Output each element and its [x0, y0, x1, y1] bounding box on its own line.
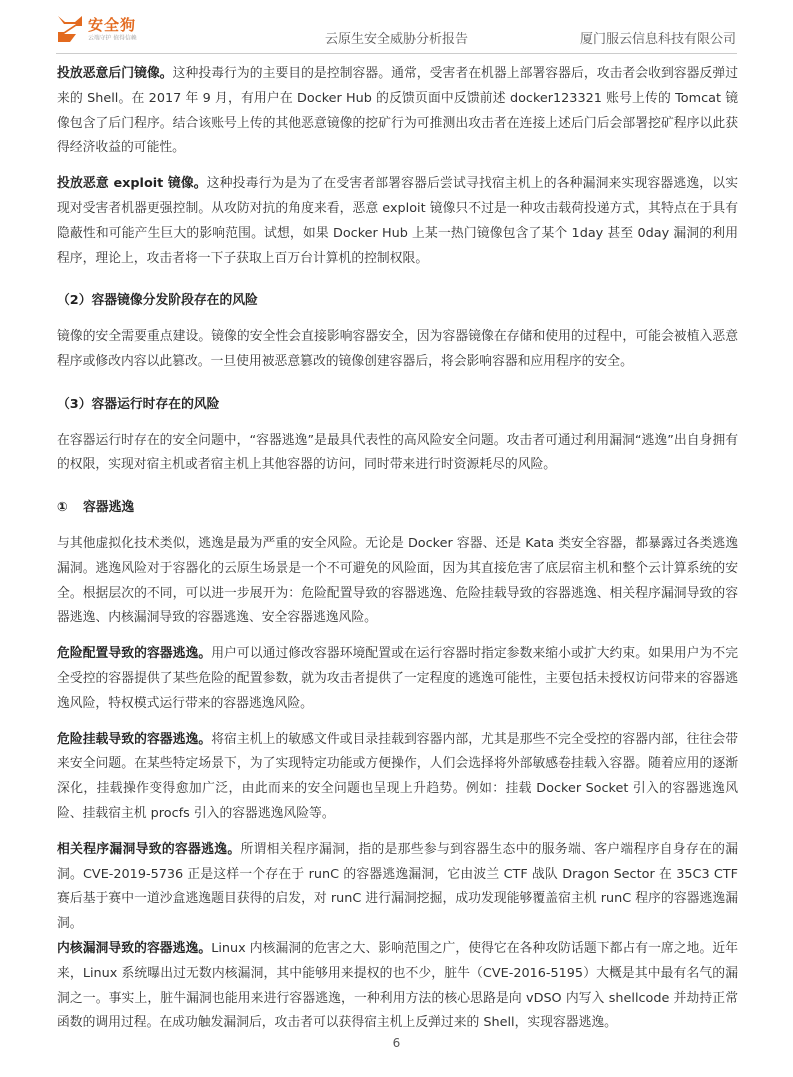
paragraph-text: 将宿主机上的敏感文件或目录挂载到容器内部，尤其是那些不完全受控的容器内部，往往会带来安全问题。在某些特定场景下，为了实现特定功能或方便操作，人们会选择将外部敏感卷挂载入容器。随着应用的逐渐深化，挂载操作变得愈加广泛，由此而来的安全问题也呈现上升趋势。例如：挂载 Docker Socket 引入的容器逃逸风险、挂载宿主机 procfs 引入的容器逃逸风险等。 — [57, 731, 739, 821]
header-divider — [56, 53, 737, 54]
subsection-heading-escape — [57, 496, 738, 521]
page-number: 6 — [392, 1036, 401, 1050]
logo-name: 安全狗 — [88, 15, 137, 34]
company-name: 厦门服云信息科技有限公司 — [579, 32, 736, 47]
paragraph-lead: 投放恶意后门镜像。 — [57, 66, 173, 81]
subsection-title: 容器逃逸 — [83, 500, 135, 516]
logo-slogan: 云端守护 值得信赖 — [88, 33, 137, 41]
page-header — [0, 0, 793, 62]
paragraph-text: 用户可以通过修改容器环境配置或在运行容器时指定参数来缩小或扩大约束。如果用户为不完全受控的容器提供了某些危险的配置参数，就为攻击者提供了一定程度的逃逸可能性，主要包括未授权访问带来的容器逃逸风险，特权模式运行带来的容器逃逸风险。 — [57, 646, 739, 711]
paragraph-text: 这种投毒行为的主要目的是控制容器。通常，受害者在机器上部署容器后，攻击者会收到容器反弹过来的 Shell。在 2017 年 9 月，有用户在 Docker Hub 的反馈页面中反馈前述 docker123321 账号上传的 Tomcat 镜像包含了后门程序。结合该账号上传的其他恶意镜像的挖矿行为可推测出攻击者在连接上述后门后会部署挖矿程序以此获得经济收益的可能性。 — [57, 66, 739, 156]
paragraph-runtime-risk: 在容器运行时存在的安全问题中，“容器逃逸”是最具代表性的高风险安全问题。攻击者可通过利用漏洞“逃逸”出自身拥有的权限，实现对宿主机或者宿主机上其他容器的访问，同时带来进行时资源耗尽的风险。 — [57, 432, 738, 473]
paragraph-lead: 危险配置导致的容器逃逸。 — [57, 646, 212, 662]
paragraph-lead: 内核漏洞导致的容器逃逸。 — [57, 940, 212, 956]
paragraph-lead: 危险挂载导致的容器逃逸。 — [57, 731, 212, 747]
document-body — [57, 62, 738, 1036]
paragraph-program-vuln — [57, 838, 738, 937]
company-logo — [56, 14, 142, 44]
paragraph-lead: 投放恶意 exploit 镜像。 — [57, 176, 207, 192]
section-heading-runtime: （3）容器运行时存在的风险 — [57, 396, 220, 412]
circled-number: ① — [57, 500, 68, 516]
paragraph-image-security: 镜像的安全需要重点建设。镜像的安全性会直接影响容器安全，因为容器镜像在存储和使用的过程中，可能会被植入恶意程序或修改内容以此篡改。一旦使用被恶意篡改的镜像创建容器后，将会影响容器和应用程序的安全。 — [57, 329, 738, 369]
paragraph-exploit-image — [57, 172, 738, 271]
paragraph-escape-intro: 与其他虚拟化技术类似，逃逸是最为严重的安全风险。无论是 Docker 容器、还是 Kata 类安全容器，都暴露过各类逃逸漏洞。逃逸风险对于容器化的云原生场景是一个不可避免的风险面，因为其直接危害了底层宿主机和整个云计算系统的安全。根据层次的不同，可以进一步展开为：危险配置导致的容器逃逸、危险挂载导致的容器逃逸、相关程序漏洞导致的容器逃逸、内核漏洞导致的容器逃逸、安全容器逃逸风险。 — [57, 535, 738, 626]
paragraph-text: 所谓相关程序漏洞，指的是那些参与到容器生态中的服务端、客户端程序自身存在的漏洞。CVE-2019-5736 正是这样一个存在于 runC 的容器逃逸漏洞，它由波兰 CTF 战队 Dragon Sector 在 35C3 CTF 赛后基于赛中一道沙盒逃逸题目获得的启发，对 runC 进行漏洞挖掘，成功发现能够覆盖宿主机 runC 程序的容器逃逸漏洞。 — [57, 841, 739, 932]
paragraph-dangerous-mount — [57, 728, 738, 827]
paragraph-text: 这种投毒行为是为了在受害者部署容器后尝试寻找宿主机上的各种漏洞来实现容器逃逸，以实现对受害者机器更强控制。从攻防对抗的角度来看，恶意 exploit 镜像只不过是一种攻击载荷投递方式，其特点在于具有隐蔽性和可能产生巨大的影响范围。试想，如果 Docker Hub 上某一热门镜像包含了某个 1day 甚至 0day 漏洞的利用程序，理论上，攻击者将一下子获取上百万台计算机的控制权限。 — [57, 176, 739, 266]
paragraph-lead: 相关程序漏洞导致的容器逃逸。 — [57, 841, 241, 857]
section-heading-distribution: （2）容器镜像分发阶段存在的风险 — [57, 293, 258, 309]
paragraph-kernel-vuln — [57, 937, 738, 1036]
report-title: 云原生安全威胁分析报告 — [325, 32, 469, 47]
logo-fox-icon — [56, 14, 84, 44]
paragraph-backdoor-image — [57, 62, 738, 161]
paragraph-dangerous-config — [57, 642, 738, 716]
paragraph-text: Linux 内核漏洞的危害之大、影响范围之广，使得它在各种攻防话题下都占有一席之地。近年来，Linux 系统曝出过无数内核漏洞，其中能够用来提权的也不少，脏牛（CVE-2016-5195）大概是其中最有名气的漏洞之一。事实上，脏牛漏洞也能用来进行容器逃逸，一种利用方法的核心思路是向 vDSO 内写入 shellcode 并劫持正常函数的调用过程。在成功触发漏洞后，攻击者可以获得宿主机上反弹过来的 Shell，实现容器逃逸。 — [57, 940, 739, 1031]
